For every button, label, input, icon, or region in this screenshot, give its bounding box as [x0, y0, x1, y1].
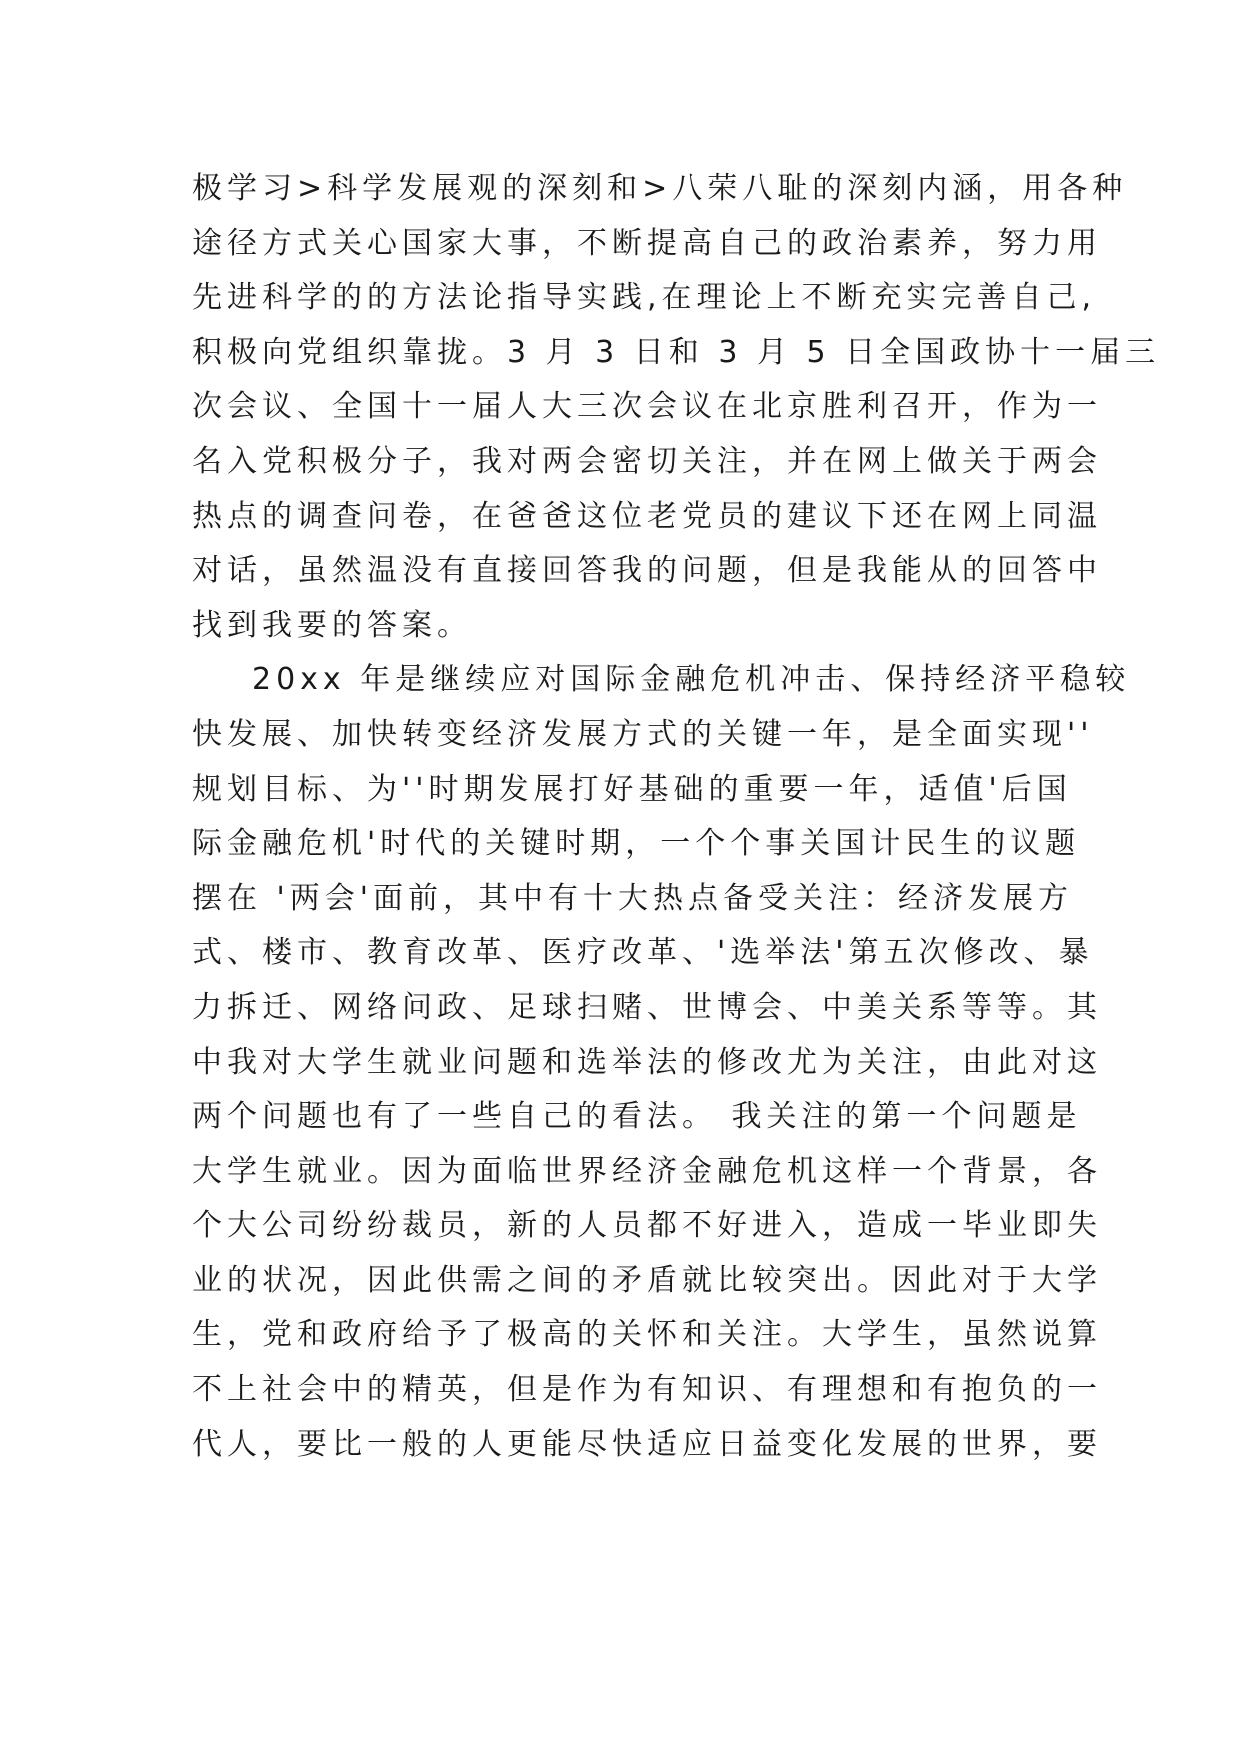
text-line: 名入党积极分子，我对两会密切关注，并在网上做关于两会	[192, 443, 1102, 479]
text-line: 摆在 '两会'面前，其中有十大热点备受关注：经济发展方	[192, 880, 1074, 916]
text-line: 次会议、全国十一届人大三次会议在北京胜利召开，作为一	[192, 389, 1102, 425]
text-line: 个大公司纷纷裁员，新的人员都不好进入，造成一毕业即失	[192, 1208, 1102, 1244]
text-line: 代人，要比一般的人更能尽快适应日益变化发展的世界，要	[192, 1426, 1102, 1462]
text-line: 式、楼市、教育改革、医疗改革、'选举法'第五次修改、暴	[192, 935, 1094, 971]
text-line: 对话，虽然温没有直接回答我的问题，但是我能从的回答中	[192, 553, 1102, 589]
text-line: 快发展、加快转变经济发展方式的关键一年，是全面实现''	[192, 716, 1094, 752]
text-line: 大学生就业。因为面临世界经济金融危机这样一个背景，各	[192, 1153, 1102, 1189]
text-line: 热点的调查问卷，在爸爸这位老党员的建议下还在网上同温	[192, 498, 1102, 534]
text-line: 途径方式关心国家大事，不断提高自己的政治素养，努力用	[192, 225, 1102, 261]
text-line: 两个问题也有了一些自己的看法。 我关注的第一个问题是	[192, 1099, 1082, 1135]
text-line: 生，党和政府给予了极高的关怀和关注。大学生，虽然说算	[192, 1317, 1102, 1353]
text-line: 力拆迁、网络问政、足球扫赌、世博会、中美关系等等。其	[192, 989, 1102, 1025]
text-line: 业的状况，因此供需之间的矛盾就比较突出。因此对于大学	[192, 1262, 1102, 1298]
body-text	[192, 162, 1161, 1472]
text-line: 先进科学的的方法论指导实践,在理论上不断充实完善自己,	[192, 280, 1097, 316]
paragraph-start-line: 20xx 年是继续应对国际金融危机冲击、保持经济平稳较	[252, 662, 1131, 698]
text-line: 规划目标、为''时期发展打好基础的重要一年，适值'后国	[192, 771, 1072, 807]
text-line: 际金融危机'时代的关键时期，一个个事关国计民生的议题	[192, 826, 1081, 862]
text-line: 极学习>科学发展观的深刻和>八荣八耻的深刻内涵，用各种	[192, 171, 1128, 206]
text-line: 找到我要的答案。	[192, 607, 472, 643]
text-line: 积极向党组织靠拢。3 月 3 日和 3 月 5 日全国政协十一届三	[192, 334, 1161, 370]
text-line: 不上社会中的精英，但是作为有知识、有理想和有抱负的一	[192, 1372, 1102, 1408]
text-line: 中我对大学生就业问题和选举法的修改尤为关注，由此对这	[192, 1044, 1102, 1080]
